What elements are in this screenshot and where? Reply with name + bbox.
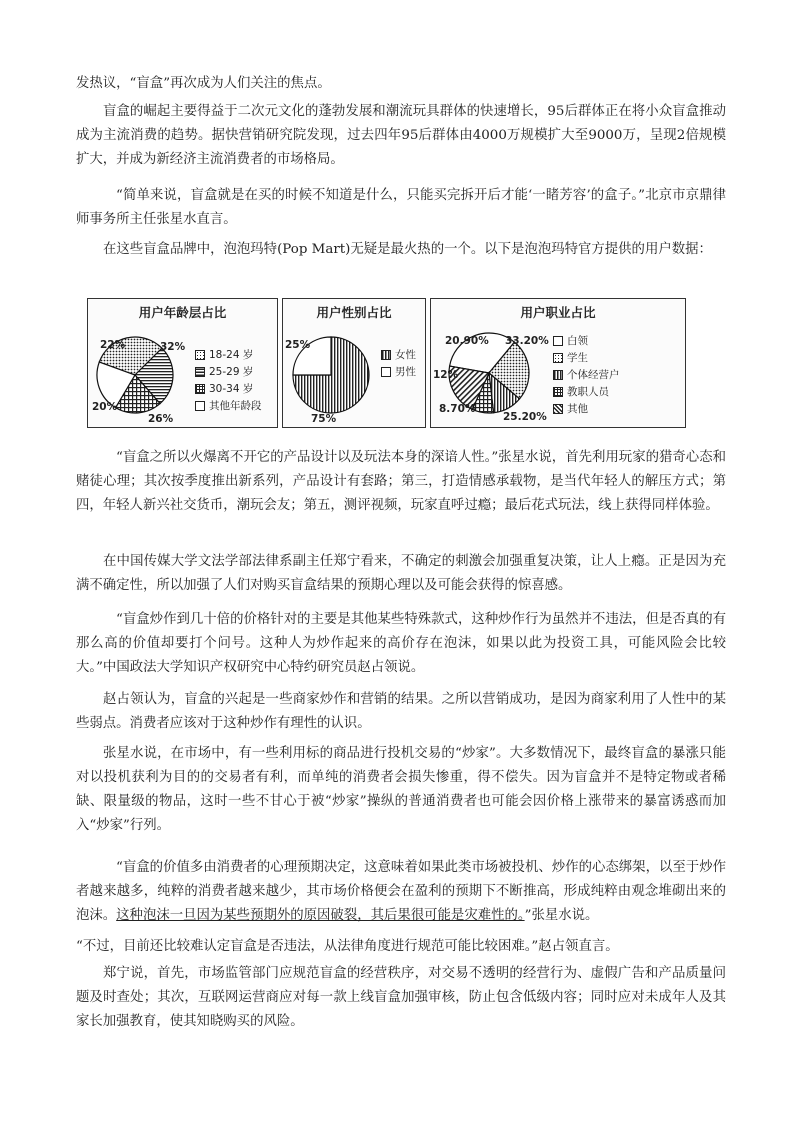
legend-label: 白领 <box>567 335 588 347</box>
legend-item <box>195 381 253 396</box>
slice-percent-label: 8.70% <box>439 403 476 415</box>
paragraph-1: 发热议，“盲盒”再次成为人们关注的焦点。 <box>76 76 331 91</box>
slice-percent-label: 26% <box>148 413 174 425</box>
slice-percent-label: 32% <box>160 341 186 353</box>
slice-percent-label: 75% <box>311 413 337 425</box>
legend-swatch <box>553 370 563 380</box>
legend-label: 男性 <box>395 366 416 378</box>
slice-percent-label: 33.20% <box>505 335 549 347</box>
legend-label: 学生 <box>567 352 588 364</box>
chart-age <box>87 298 278 428</box>
slice-percent-label: 22% <box>100 339 126 351</box>
legend-label: 25-29 岁 <box>209 366 254 378</box>
legend-label: 其他年龄段 <box>209 400 262 412</box>
slice-percent-label: 12% <box>433 369 459 381</box>
paragraph-10-part-1: “盲盒的价值多由消费者的心理预期决定，这意味着如果此类市场被投机、炒作的心态绑架，以至于炒作者越来越多，纯粹的消费者越来越少，其市场价格便会在盈利的预期下不断推高，形成纯粹由观念堆砌出来的泡沫。 <box>76 860 726 923</box>
legend-label: 30-34 岁 <box>209 383 254 395</box>
chart-gender-title: 用户性别占比 <box>316 305 392 320</box>
paragraph-9: 张星水说，在市场中，有一些利用标的商品进行投机交易的“炒家”。大多数情况下，最终盲盒的暴涨只能对以投机获利为目的的交易者有利，而单纯的消费者会损失惨重，得不偿失。因为盲盒并不是特定物或者稀缺、限量级的物品，这时一些不甘心于被“炒家”操纵的普通消费者也可能会因价格上涨带来的暴富诱惑而加入“炒家”行列。 <box>76 746 726 833</box>
legend-item <box>553 333 588 348</box>
legend-swatch <box>381 367 391 377</box>
legend-swatch <box>553 404 563 414</box>
legend-item <box>553 384 609 399</box>
legend-label: 个体经营户 <box>567 369 620 381</box>
paragraph-5: “盲盒之所以火爆离不开它的产品设计以及玩法本身的深谙人性。”张星水说，首先利用玩家的猎奇心态和赌徒心理；其次按季度推出新系列，产品设计有套路；第三，打造情感承载物，是当代年轻人的解压方式；第四，年轻人新兴社交货币，潮玩会友；第五，测评视频，玩家直呼过瘾；最后花式玩法，线上获得同样体验。 <box>76 450 726 513</box>
user-data-charts <box>87 298 687 430</box>
paragraph-10 <box>76 856 726 928</box>
legend-item <box>381 347 416 362</box>
paragraph-7: “盲盒炒作到几十倍的价格针对的主要是其他某些特殊款式，这种炒作行为虽然并不违法，但是否真的有那么高的价值却要打个问号。这种人为炒作起来的高价存在泡沫，如果以此为投资工具，可能风险会比较大。”中国政法大学知识产权研究中心特约研究员赵占领说。 <box>76 612 726 675</box>
legend-item <box>195 347 253 362</box>
chart-age-title: 用户年龄层占比 <box>138 305 227 320</box>
paragraph-8: 赵占领认为，盲盒的兴起是一些商家炒作和营销的结果。之所以营销成功，是因为商家利用了人性中的某些弱点。消费者应该对于这种炒作有理性的认识。 <box>76 692 726 731</box>
legend-item <box>195 398 262 413</box>
chart-gender <box>282 298 426 428</box>
legend-swatch <box>381 350 391 360</box>
legend-swatch <box>553 336 563 346</box>
legend-label: 教职人员 <box>567 386 609 398</box>
paragraph-3: “简单来说，盲盒就是在买的时候不知道是什么，只能买完拆开后才能‘一睹芳容’的盒子。”北京市京鼎律师事务所主任张星水直言。 <box>76 188 726 227</box>
legend-swatch <box>195 384 205 394</box>
slice-percent-label: 20.90% <box>445 335 489 347</box>
slice-percent-label: 25% <box>285 339 311 351</box>
paragraph-11: “不过，目前还比较难认定盲盒是否违法，从法律角度进行规范可能比较困难。”赵占领直言。 <box>76 939 619 954</box>
slice-percent-label: 25.20% <box>503 411 547 423</box>
legend-label: 其他 <box>567 403 588 415</box>
legend-item <box>381 364 416 379</box>
paragraph-2: 盲盒的崛起主要得益于二次元文化的蓬勃发展和潮流玩具群体的快速增长，95后群体正在将小众盲盒推动成为主流消费的趋势。据快营销研究院发现，过去四年95后群体由4000万规模扩大至9000万，呈现2倍规模扩大，并成为新经济主流消费者的市场格局。 <box>76 104 726 167</box>
legend-swatch <box>553 353 563 363</box>
legend-item <box>195 364 253 379</box>
legend-label: 18-24 岁 <box>209 349 254 361</box>
legend-swatch <box>195 401 205 411</box>
chart-occupation <box>430 298 686 428</box>
legend-label: 女性 <box>395 349 416 361</box>
paragraph-4: 在这些盲盒品牌中，泡泡玛特(Pop Mart)无疑是最火热的一个。以下是泡泡玛特官方提供的用户数据： <box>103 242 712 257</box>
slice-percent-label: 20% <box>92 401 118 413</box>
legend-swatch <box>195 367 205 377</box>
paragraph-10-part-3: ”张星水说。 <box>524 908 599 923</box>
paragraph-10-underlined: 这种泡沫一旦因为某些预期外的原因破裂，其后果很可能是灾难性的。 <box>116 908 525 923</box>
legend-swatch <box>553 387 563 397</box>
legend-item <box>553 350 588 365</box>
legend-item <box>553 401 588 416</box>
paragraph-12: 郑宁说，首先，市场监管部门应规范盲盒的经营秩序，对交易不透明的经营行为、虚假广告和产品质量问题及时查处；其次，互联网运营商应对每一款上线盲盒加强审核，防止包含低级内容；同时应对未成年人及其家长加强教育，使其知晓购买的风险。 <box>76 966 726 1029</box>
paragraph-6: 在中国传媒大学文法学部法律系副主任郑宁看来，不确定的刺激会加强重复决策，让人上瘾。正是因为充满不确定性，所以加强了人们对购买盲盒结果的预期心理以及可能会获得的惊喜感。 <box>76 554 726 593</box>
legend-swatch <box>195 350 205 360</box>
chart-occupation-title: 用户职业占比 <box>520 305 596 320</box>
legend-item <box>553 367 620 382</box>
